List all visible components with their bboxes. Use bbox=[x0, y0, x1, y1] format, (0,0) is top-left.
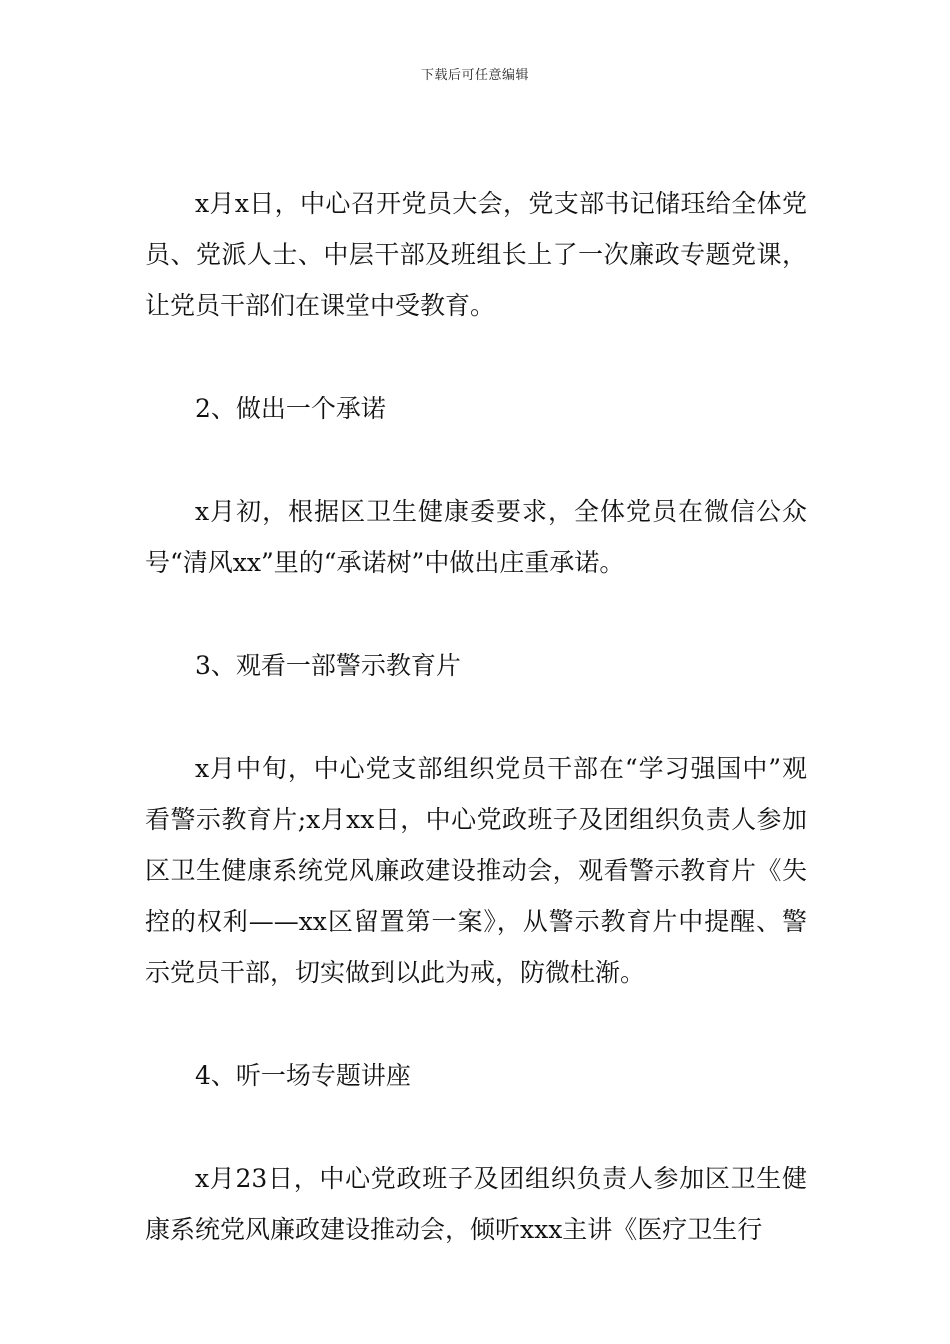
paragraph-gap bbox=[145, 998, 807, 1050]
paragraph-gap bbox=[145, 434, 807, 486]
paragraph-gap bbox=[145, 691, 807, 743]
section-heading-3: 3、观看一部警示教育片 bbox=[195, 651, 461, 680]
paragraph-gap bbox=[145, 331, 807, 383]
paragraph-3: x月中旬，中心党支部组织党员干部在“学习强国中”观看警示教育片;x月xx日，中心党政班子及团组织负责人参加区卫生健康系统党风廉政建设推动会，观看警示教育片《失控的权利——xx区留置第一案》，从警示教育片中提醒、警示党员干部，切实做到以此为戒，防微杜渐。 bbox=[145, 754, 807, 987]
section-heading-4: 4、听一场专题讲座 bbox=[195, 1061, 411, 1090]
paragraph-4: x月23日，中心党政班子及团组织负责人参加区卫生健康系统党风廉政建设推动会，倾听xxx主讲《医疗卫生行 bbox=[145, 1164, 807, 1244]
paragraph-1: x月x日，中心召开党员大会，党支部书记储珏给全体党员、党派人士、中层干部及班组长上了一次廉政专题党课，让党员干部们在课堂中受教育。 bbox=[145, 189, 807, 320]
header-note: 下载后可任意编辑 bbox=[420, 68, 529, 83]
paragraph-gap bbox=[145, 588, 807, 640]
paragraph-gap bbox=[145, 1101, 807, 1153]
paragraph-2: x月初，根据区卫生健康委要求，全体党员在微信公众号“清风xx”里的“承诺树”中做出庄重承诺。 bbox=[145, 497, 807, 577]
section-heading-2: 2、做出一个承诺 bbox=[195, 394, 386, 423]
document-body bbox=[145, 178, 807, 1255]
